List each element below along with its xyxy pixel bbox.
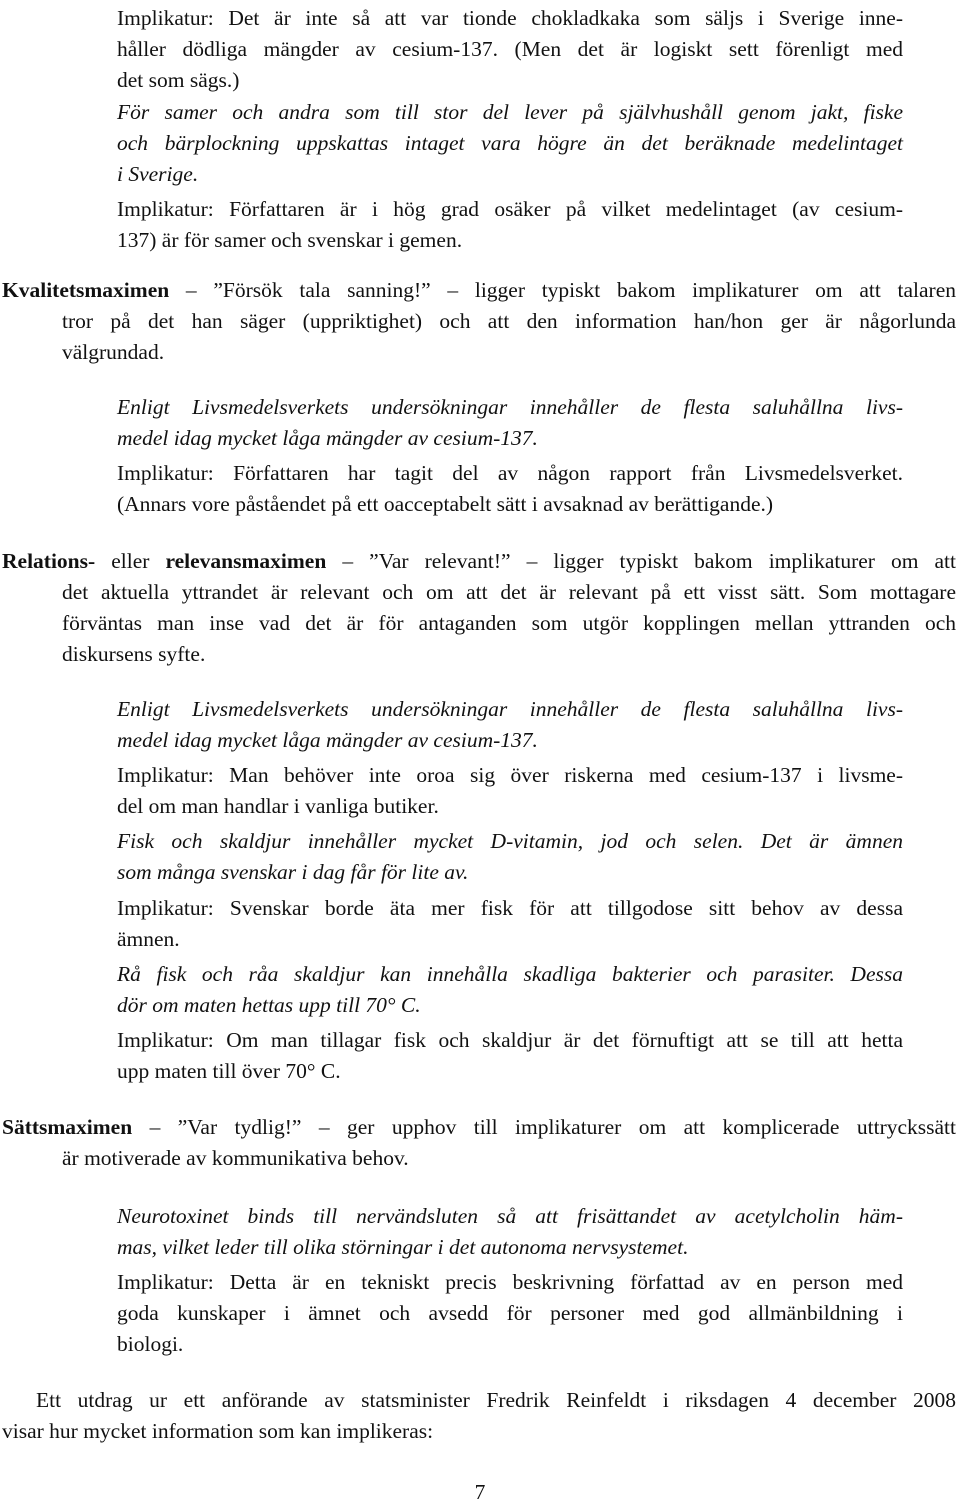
example-line: Rå fisk och råa skaldjur kan innehålla skadliga bakterier och parasiter. Dessa: [117, 962, 903, 986]
implicature-line: Implikatur: Svenskar borde äta mer fisk för att tillgodose sitt behov av dessa: [117, 896, 903, 920]
body-line: diskursens syfte.: [62, 642, 206, 666]
implicature-line: Implikatur: Författaren är i hög grad osäker på vilket medelintaget (av cesium-: [117, 197, 903, 221]
relevance-maxim-text: – ”Var relevant!” – ligger typiskt bakom implikaturer om att: [342, 549, 957, 573]
implicature-line: Implikatur: Om man tillagar fisk och skaldjur är det förnuftigt att se till att hetta: [117, 1028, 903, 1052]
implicature-line: goda kunskaper i ämnet och avsedd för personer med god allmänbildning i: [117, 1301, 903, 1325]
body-line: tror på det han säger (uppriktighet) och att den information han/hon ger är någorlunda: [62, 309, 956, 333]
implicature-line: ämnen.: [117, 927, 180, 951]
body-line: det aktuella yttrandet är relevant och om att det är relevant på ett visst sätt. Som mottagare: [62, 580, 956, 604]
relation-connector: eller: [111, 549, 150, 573]
relevance-maxim-heading-line: [2, 546, 956, 576]
implicature-line: upp maten till över 70° C.: [117, 1059, 341, 1083]
example-line: medel idag mycket låga mängder av cesium-137.: [117, 728, 538, 752]
quality-maxim-heading-line: [2, 275, 956, 305]
relation-maxim-term: Relations-: [2, 549, 96, 573]
page-number: 7: [474, 1480, 486, 1504]
implicature-line: håller dödliga mängder av cesium-137. (Men det är logiskt sett förenligt med: [117, 37, 903, 61]
example-line: Neurotoxinet binds till nervändsluten så att frisättandet av acetylcholin häm-: [117, 1204, 903, 1228]
paragraph-line: visar hur mycket information som kan implikeras:: [2, 1419, 434, 1443]
body-line: förväntas man inse vad det är för antaganden som utgör kopplingen mellan yttranden och: [62, 611, 956, 635]
implicature-line: 137) är för samer och svenskar i gemen.: [117, 228, 463, 252]
paragraph-line: Ett utdrag ur ett anförande av statsminister Fredrik Reinfeldt i riksdagen 4 december 2008: [36, 1388, 956, 1412]
manner-maxim-heading-line: [2, 1112, 956, 1142]
body-line: är motiverade av kommunikativa behov.: [62, 1146, 409, 1170]
example-line: Enligt Livsmedelsverkets undersökningar innehåller de flesta saluhållna livs-: [117, 395, 903, 419]
example-line: i Sverige.: [117, 162, 199, 186]
manner-maxim-term: Sättsmaximen: [2, 1115, 133, 1139]
example-line: som många svenskar i dag får för lite av.: [117, 860, 469, 884]
implicature-line: Implikatur: Det är inte så att var tionde chokladkaka som säljs i Sverige inne-: [117, 6, 903, 30]
example-line: Enligt Livsmedelsverkets undersökningar innehåller de flesta saluhållna livs-: [117, 697, 903, 721]
implicature-line: Implikatur: Detta är en tekniskt precis beskrivning författad av en person med: [117, 1270, 903, 1294]
example-line: och bärplockning uppskattas intaget vara högre än det beräknade medelintaget: [117, 131, 903, 155]
body-line: välgrundad.: [62, 340, 165, 364]
implicature-line: Implikatur: Författaren har tagit del av någon rapport från Livsmedelsverket.: [117, 461, 903, 485]
example-line: mas, vilket leder till olika störningar i det autonoma nervsystemet.: [117, 1235, 689, 1259]
implicature-line: biologi.: [117, 1332, 184, 1356]
relevance-maxim-term: relevansmaximen: [165, 549, 327, 573]
example-line: För samer och andra som till stor del lever på självhushåll genom jakt, fiske: [117, 100, 903, 124]
quality-maxim-term: Kvalitetsmaximen: [2, 278, 170, 302]
example-line: medel idag mycket låga mängder av cesium-137.: [117, 426, 538, 450]
manner-maxim-text: – ”Var tydlig!” – ger upphov till implikaturer om att komplicerade uttryckssätt: [149, 1115, 956, 1139]
example-line: dör om maten hettas upp till 70° C.: [117, 993, 421, 1017]
quality-maxim-text: – ”Försök tala sanning!” – ligger typiskt bakom implikaturer om att talaren: [185, 278, 957, 302]
implicature-line: det som sägs.): [117, 68, 240, 92]
example-line: Fisk och skaldjur innehåller mycket D-vitamin, jod och selen. Det är ämnen: [117, 829, 903, 853]
implicature-line: (Annars vore påståendet på ett oacceptabelt sätt i avsaknad av berättigande.): [117, 492, 774, 516]
implicature-line: Implikatur: Man behöver inte oroa sig över riskerna med cesium-137 i livsme-: [117, 763, 903, 787]
implicature-line: del om man handlar i vanliga butiker.: [117, 794, 439, 818]
